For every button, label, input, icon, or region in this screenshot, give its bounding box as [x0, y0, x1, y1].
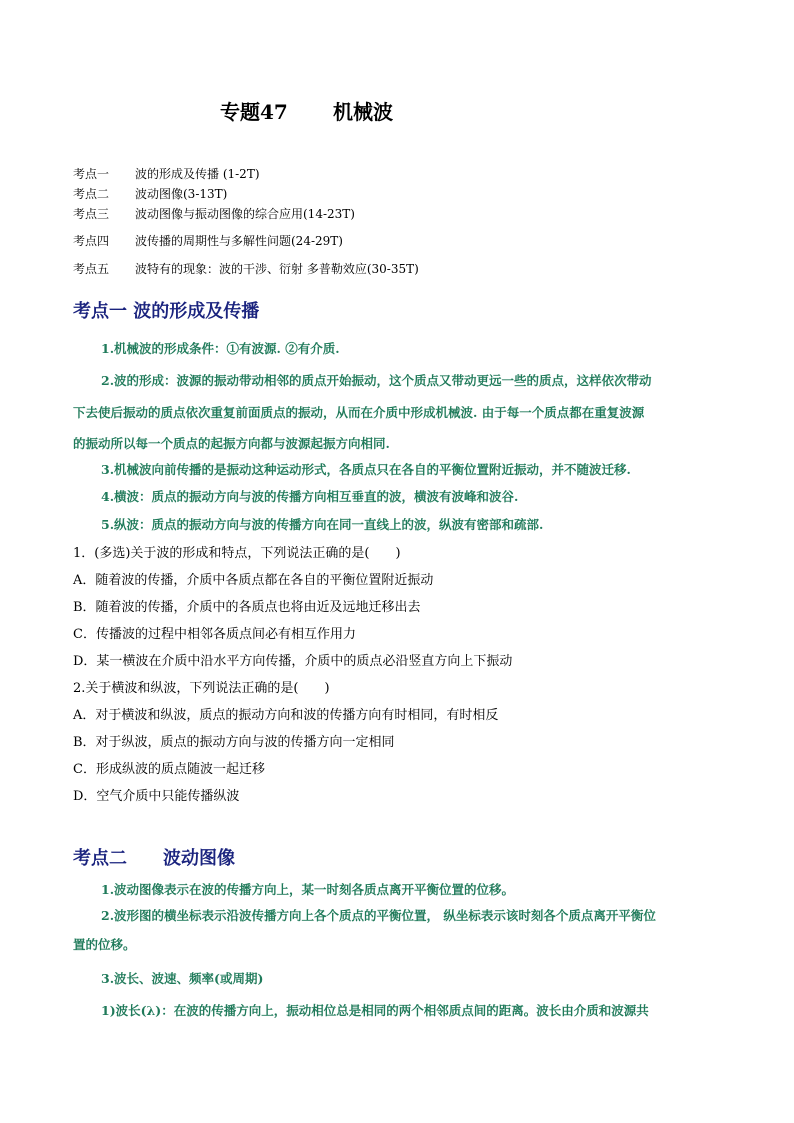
toc-text: 波特有的现象：波的干涉、衍射 多普勒效应(30-35T) [135, 262, 419, 276]
point-text: 置的位移。 [73, 937, 136, 952]
point-text: 1.机械波的形成条件：①有波源. ②有介质. [101, 341, 340, 356]
section-heading-1: 考点一 波的形成及传播 [73, 301, 260, 322]
question-option: C．形成纵波的质点随波一起迁移 [73, 762, 265, 777]
point-text: 5.纵波：质点的振动方向与波的传播方向在同一直线上的波，纵波有密部和疏部. [101, 517, 544, 532]
toc-text: 波动图像与振动图像的综合应用(14-23T) [135, 207, 355, 221]
point-text: 2.波形图的横坐标表示沿波传播方向上各个质点的平衡位置， 纵坐标表示该时刻各个质点离开平衡位 [101, 908, 656, 923]
point-text: 下去使后振动的质点依次重复前面质点的振动，从而在介质中形成机械波. 由于每一个质点都在重复波源 [73, 405, 645, 420]
toc-key: 考点一 [73, 167, 110, 181]
question-option: A．随着波的传播，介质中各质点都在各自的平衡位置附近振动 [73, 573, 434, 588]
toc-text: 波的形成及传播 (1-2T) [135, 167, 260, 181]
point-text: 2.波的形成：波源的振动带动相邻的质点开始振动，这个质点又带动更远一些的质点，这样依次带动 [101, 373, 652, 388]
toc-item [73, 166, 260, 182]
toc-key: 考点三 [73, 207, 110, 221]
question-option: B．对于纵波，质点的振动方向与波的传播方向一定相同 [73, 735, 395, 750]
toc-item [73, 186, 227, 202]
question-stem: 1．(多选)关于波的形成和特点，下列说法正确的是( ) [73, 546, 401, 561]
question-stem: 2.关于横波和纵波，下列说法正确的是( ) [73, 681, 330, 696]
question-option: A．对于横波和纵波，质点的振动方向和波的传播方向有时相同，有时相反 [73, 708, 499, 723]
title-name: 机械波 [333, 100, 393, 124]
toc-item [73, 206, 355, 222]
point-text: 的振动所以每一个质点的起振方向都与波源起振方向相同. [73, 436, 390, 451]
point-text: 3.波长、波速、频率(或周期) [101, 971, 264, 986]
section-heading-2: 考点二 波动图像 [73, 848, 235, 869]
point-text: 1.波动图像表示在波的传播方向上，某一时刻各质点离开平衡位置的位移。 [101, 882, 515, 897]
title-number: 专题47 [220, 100, 288, 124]
toc-key: 考点五 [73, 262, 110, 276]
question-option: B．随着波的传播，介质中的各质点也将由近及远地迁移出去 [73, 600, 421, 615]
toc-item [73, 233, 343, 249]
point-text: 4.横波：质点的振动方向与波的传播方向相互垂直的波，横波有波峰和波谷. [101, 489, 519, 504]
point-text: 1)波长(λ)：在波的传播方向上，振动相位总是相同的两个相邻质点间的距离。波长由介质和波源共 [101, 1003, 649, 1018]
question-option: D．某一横波在介质中沿水平方向传播，介质中的质点必沿竖直方向上下振动 [73, 654, 513, 669]
toc-text: 波传播的周期性与多解性问题(24-29T) [135, 234, 343, 248]
question-option: D．空气介质中只能传播纵波 [73, 789, 240, 804]
toc-item [73, 261, 419, 277]
point-text: 3.机械波向前传播的是振动这种运动形式，各质点只在各自的平衡位置附近振动，并不随波迁移. [101, 462, 631, 477]
toc-key: 考点四 [73, 234, 110, 248]
question-option: C．传播波的过程中相邻各质点间必有相互作用力 [73, 627, 356, 642]
toc-key: 考点二 [73, 187, 110, 201]
toc-text: 波动图像(3-13T) [135, 187, 228, 201]
